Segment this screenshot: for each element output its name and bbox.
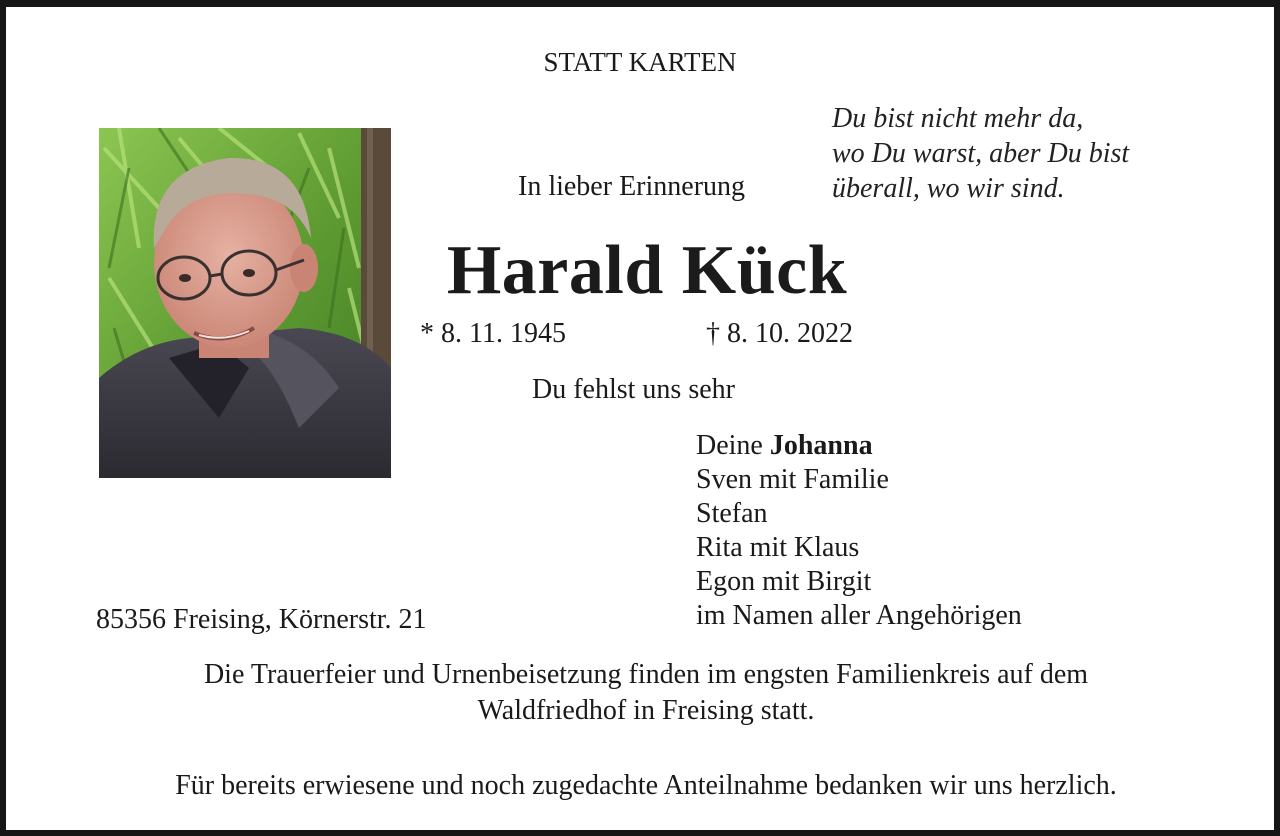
death-date: † 8. 10. 2022 xyxy=(706,318,853,349)
poem xyxy=(832,101,1129,206)
memory-line: In lieber Erinnerung xyxy=(518,171,746,202)
ceremony-line: Waldfriedhof in Freising statt. xyxy=(477,695,815,726)
missing-line: Du fehlst uns sehr xyxy=(532,374,735,405)
ceremony-line: Die Trauerfeier und Urnenbeisetzung finden im engsten Familienkreis auf dem xyxy=(203,659,1089,690)
mourner-line: Egon mit Birgit xyxy=(696,566,872,597)
ceremony-info xyxy=(6,657,1280,729)
poem-line: überall, wo wir sind. xyxy=(832,173,1065,204)
address: 85356 Freising, Körnerstr. 21 xyxy=(96,604,427,635)
birth-date: * 8. 11. 1945 xyxy=(420,318,566,349)
mourners-list xyxy=(696,429,1022,633)
thanks-line: Für bereits erwiesene und noch zugedachte Anteilnahme bedanken wir uns herzlich. xyxy=(175,770,1117,801)
mourner-line: im Namen aller Angehörigen xyxy=(696,600,1022,631)
mourner-line: Sven mit Familie xyxy=(696,464,889,495)
deceased-name: Harald Kück xyxy=(446,232,848,309)
mourner-primary-name: Johanna xyxy=(769,430,873,461)
mourner-line: Rita mit Klaus xyxy=(696,532,860,563)
mourner-prefix: Deine xyxy=(696,430,763,461)
notice-header: STATT KARTEN xyxy=(543,47,737,77)
mourner-line: Stefan xyxy=(696,498,768,529)
poem-line: Du bist nicht mehr da, xyxy=(832,103,1084,134)
poem-line: wo Du warst, aber Du bist xyxy=(832,138,1130,169)
mourner-line xyxy=(696,429,1022,463)
